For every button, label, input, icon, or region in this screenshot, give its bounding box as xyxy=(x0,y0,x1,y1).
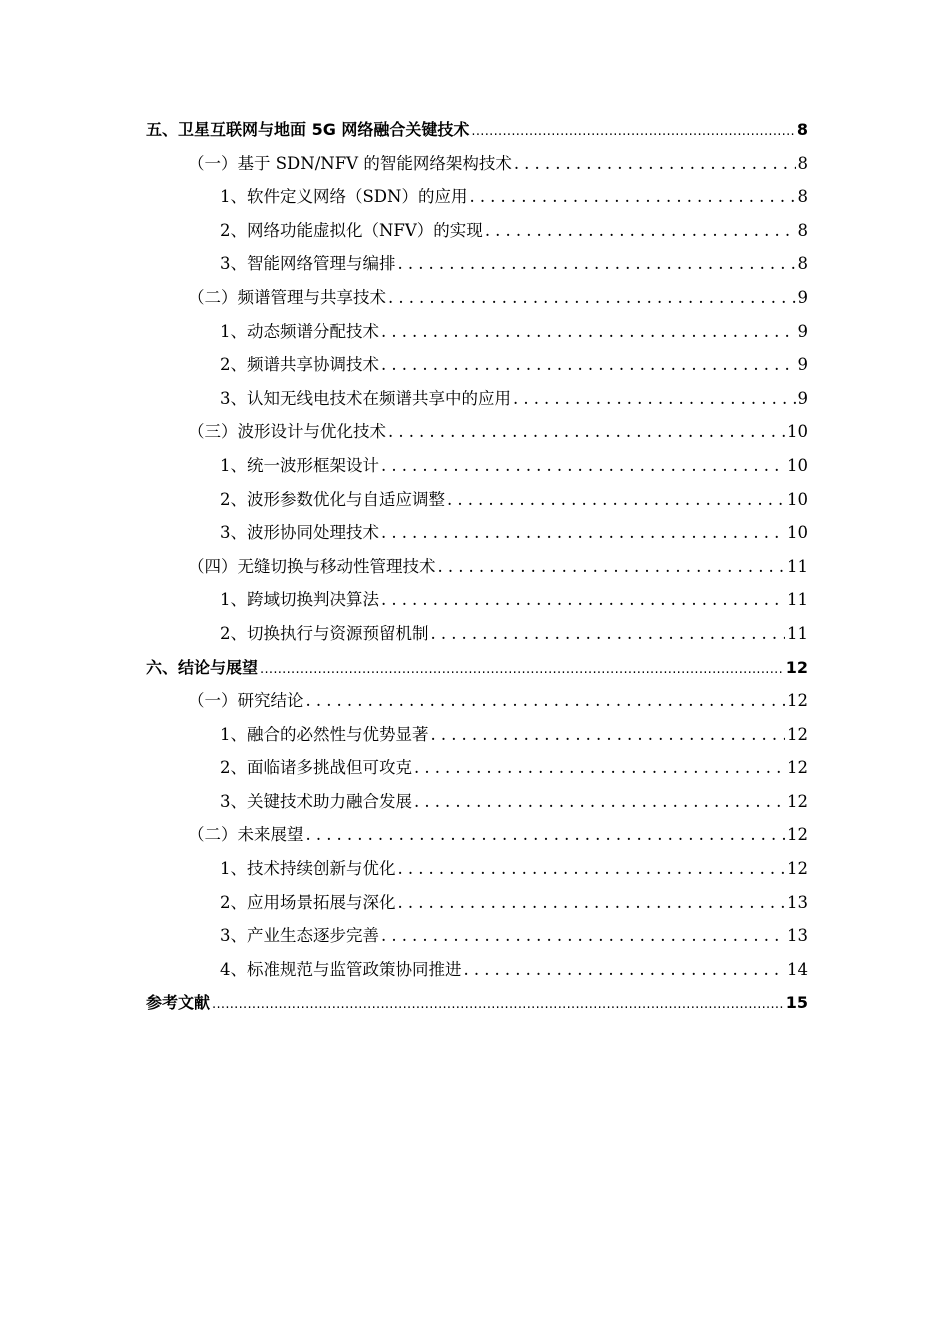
toc-entry-title: 3、波形协同处理技术 xyxy=(220,523,379,543)
toc-entry-title: 1、融合的必然性与优势显著 xyxy=(220,724,429,744)
toc-subsection-entry[interactable] xyxy=(146,919,808,953)
toc-dot-leader xyxy=(438,550,786,584)
toc-section-entry[interactable] xyxy=(146,281,808,315)
toc-entry-title: 3、智能网络管理与编排 xyxy=(220,254,396,274)
toc-subsection-entry[interactable] xyxy=(146,315,808,349)
toc-page-number: 10 xyxy=(787,455,808,475)
toc-subsection-entry[interactable] xyxy=(146,886,808,920)
toc-entry-title: 1、软件定义网络（SDN）的应用 xyxy=(220,187,468,207)
toc-dot-leader xyxy=(513,382,796,416)
toc-dot-leader xyxy=(388,415,785,449)
toc-subsection-entry[interactable] xyxy=(146,785,808,819)
toc-entry-title: 1、技术持续创新与优化 xyxy=(220,859,396,879)
toc-subsection-entry[interactable] xyxy=(146,180,808,214)
toc-entry-title: （二）频谱管理与共享技术 xyxy=(188,287,386,307)
toc-page-number: 8 xyxy=(797,153,808,173)
toc-entry-title: 1、跨域切换判决算法 xyxy=(220,590,379,610)
toc-entry-title: 3、产业生态逐步完善 xyxy=(220,926,379,946)
toc-page-number: 12 xyxy=(785,657,808,677)
table-of-contents xyxy=(146,113,808,1020)
toc-dot-leader xyxy=(381,583,785,617)
toc-entry-title: 3、关键技术助力融合发展 xyxy=(220,791,412,811)
toc-subsection-entry[interactable] xyxy=(146,382,808,416)
toc-entry-title: 3、认知无线电技术在频谱共享中的应用 xyxy=(220,388,511,408)
toc-subsection-entry[interactable] xyxy=(146,214,808,248)
toc-entry-title: 1、统一波形框架设计 xyxy=(220,455,379,475)
toc-entry-title: （二）未来展望 xyxy=(188,825,304,845)
toc-subsection-entry[interactable] xyxy=(146,751,808,785)
toc-section-entry[interactable] xyxy=(146,147,808,181)
toc-page-number: 13 xyxy=(787,926,808,946)
toc-page-number: 12 xyxy=(787,859,808,879)
toc-dot-leader xyxy=(306,818,786,852)
toc-subsection-entry[interactable] xyxy=(146,516,808,550)
toc-dot-leader xyxy=(469,180,795,214)
toc-entry-title: （一）研究结论 xyxy=(188,691,304,711)
toc-subsection-entry[interactable] xyxy=(146,483,808,517)
toc-entry-title: 2、波形参数优化与自适应调整 xyxy=(220,489,445,509)
toc-section-entry[interactable] xyxy=(146,415,808,449)
toc-entry-title: 2、频谱共享协调技术 xyxy=(220,355,379,375)
toc-dot-leader xyxy=(447,483,785,517)
toc-dot-leader xyxy=(306,684,786,718)
toc-dot-leader xyxy=(398,886,786,920)
toc-page-number: 9 xyxy=(797,355,808,375)
toc-entry-title: 4、标准规范与监管政策协同推进 xyxy=(220,959,462,979)
toc-dot-leader xyxy=(464,953,786,987)
toc-page-number: 11 xyxy=(787,590,808,610)
toc-dot-leader xyxy=(260,653,784,687)
toc-subsection-entry[interactable] xyxy=(146,247,808,281)
toc-page-number: 9 xyxy=(797,287,808,307)
toc-section-entry[interactable] xyxy=(146,818,808,852)
toc-page-number: 10 xyxy=(787,422,808,442)
toc-page-number: 8 xyxy=(796,120,808,139)
toc-page-number: 12 xyxy=(787,791,808,811)
toc-subsection-entry[interactable] xyxy=(146,583,808,617)
toc-entry-title: （一）基于 SDN/NFV 的智能网络架构技术 xyxy=(188,153,512,173)
toc-entry-title: 2、面临诸多挑战但可攻克 xyxy=(220,758,412,778)
toc-chapter-entry[interactable] xyxy=(146,113,808,147)
toc-dot-leader xyxy=(485,214,796,248)
toc-page-number: 12 xyxy=(787,691,808,711)
toc-entry-title: 2、切换执行与资源预留机制 xyxy=(220,623,429,643)
toc-entry-title: 五、卫星互联网与地面 5G 网络融合关键技术 xyxy=(146,120,470,139)
toc-page-number: 11 xyxy=(787,556,808,576)
toc-entry-title: 2、应用场景拓展与深化 xyxy=(220,892,396,912)
toc-page-number: 10 xyxy=(787,489,808,509)
toc-dot-leader xyxy=(431,718,786,752)
toc-entry-title: （四）无缝切换与移动性管理技术 xyxy=(188,556,436,576)
toc-page-number: 12 xyxy=(787,758,808,778)
toc-dot-leader xyxy=(414,751,785,785)
toc-dot-leader xyxy=(471,115,794,149)
toc-page-number: 9 xyxy=(797,388,808,408)
toc-page-number: 8 xyxy=(797,220,808,240)
toc-dot-leader xyxy=(398,247,796,281)
toc-page-number: 13 xyxy=(787,892,808,912)
toc-entry-title: 2、网络功能虚拟化（NFV）的实现 xyxy=(220,220,483,240)
toc-dot-leader xyxy=(514,147,796,181)
toc-page-number: 12 xyxy=(787,724,808,744)
toc-subsection-entry[interactable] xyxy=(146,718,808,752)
toc-dot-leader xyxy=(212,988,784,1022)
toc-entry-title: 六、结论与展望 xyxy=(146,657,259,677)
toc-entry-title: （三）波形设计与优化技术 xyxy=(188,422,386,442)
toc-entry-title: 参考文献 xyxy=(146,993,211,1013)
toc-dot-leader xyxy=(431,617,786,651)
toc-entry-title: 1、动态频谱分配技术 xyxy=(220,321,379,341)
toc-section-entry[interactable] xyxy=(146,684,808,718)
toc-page-number: 10 xyxy=(787,523,808,543)
toc-page-number: 8 xyxy=(797,187,808,207)
toc-subsection-entry[interactable] xyxy=(146,348,808,382)
toc-chapter-entry[interactable] xyxy=(146,986,808,1020)
toc-page-number: 8 xyxy=(797,254,808,274)
toc-dot-leader xyxy=(381,315,796,349)
toc-chapter-entry[interactable] xyxy=(146,651,808,685)
toc-subsection-entry[interactable] xyxy=(146,852,808,886)
toc-dot-leader xyxy=(381,348,796,382)
toc-page-number: 15 xyxy=(785,993,808,1013)
toc-dot-leader xyxy=(381,919,785,953)
toc-dot-leader xyxy=(388,281,796,315)
toc-page-number: 12 xyxy=(787,825,808,845)
toc-dot-leader xyxy=(381,449,785,483)
toc-page-number: 9 xyxy=(797,321,808,341)
toc-dot-leader xyxy=(414,785,785,819)
toc-dot-leader xyxy=(398,852,786,886)
toc-subsection-entry[interactable] xyxy=(146,953,808,987)
toc-section-entry[interactable] xyxy=(146,550,808,584)
toc-dot-leader xyxy=(381,516,785,550)
toc-subsection-entry[interactable] xyxy=(146,617,808,651)
toc-page-number: 11 xyxy=(787,623,808,643)
toc-subsection-entry[interactable] xyxy=(146,449,808,483)
toc-page-number: 14 xyxy=(787,959,808,979)
